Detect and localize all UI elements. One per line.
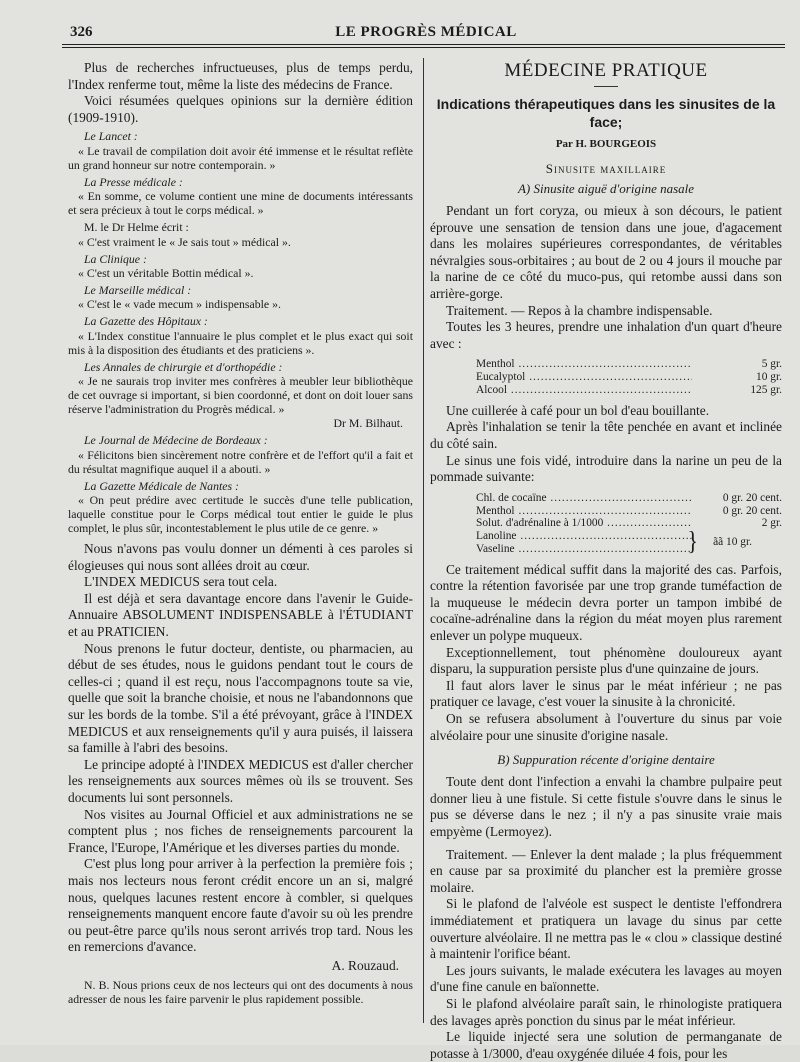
- right-column: [430, 60, 782, 1062]
- body-paragraph: Le principe adopté à l'INDEX MEDICUS est d'aller chercher les renseignements aux sources mêmes où ils se trouvent. Ses documents lui sont personnels.: [68, 756, 413, 805]
- quote-source: M. le Dr Helme écrit :: [84, 220, 189, 235]
- page-number: 326: [70, 24, 93, 40]
- formula-row: Chl. de cocaïne ..... 0 gr. 20 cent.: [476, 492, 782, 505]
- section-rule: [594, 86, 618, 87]
- body-paragraph: Le liquide injecté sera une solution de permanganate de potasse à 1/3000, d'eau oxygénée diluée 4 fois, pour les: [430, 1029, 782, 1061]
- quote-text: « En somme, ce volume contient une mine de documents intéressants et sera précieux à tout le corps médical. »: [68, 189, 413, 218]
- page-header: [62, 22, 790, 44]
- quote-text: « C'est un véritable Bottin médical ».: [78, 266, 254, 280]
- quote-source: Le Lancet :: [84, 129, 138, 144]
- body-paragraph: Traitement. — Repos à la chambre indispensable.: [446, 302, 713, 318]
- quote-source: Le Marseille médical :: [84, 283, 192, 297]
- section-subheading: Sinusite maxillaire: [545, 161, 667, 176]
- prescription-formula: [476, 358, 782, 396]
- quote-source: Les Annales de chirurgie et d'orthopédie :: [84, 359, 283, 374]
- subsection-title: A) Sinusite aiguë d'origine nasale: [517, 181, 695, 196]
- formula-row: Menthol ..... 5 gr.: [476, 358, 782, 371]
- quote-source: Le Journal de Médecine de Bordeaux :: [84, 433, 268, 448]
- formula-dose: ãã 10 gr.: [713, 536, 752, 549]
- body-paragraph: L'INDEX MEDICUS sera tout cela.: [84, 574, 278, 590]
- quote-source: La Presse médicale :: [84, 174, 183, 189]
- quote-text: « C'est le « vade mecum » indispensable ».: [78, 297, 281, 312]
- formula-row: Solut. d'adrénaline à 1/1000 ..... 2 gr.: [476, 517, 782, 530]
- quote-text: « Je ne saurais trop inviter mes confrères à meubler leur bibliothèque de cet ouvrage si important, si bien coordonné, et dont on doit louer sans réserve l'administration du Progrès médical. »: [68, 374, 413, 417]
- left-column: [68, 60, 413, 1006]
- body-paragraph: Les jours suivants, le malade exécutera les lavages au moyen d'une fine canule en baïonnette.: [430, 962, 782, 995]
- subsection-title: B) Suppuration récente d'origine dentaire: [497, 752, 715, 768]
- quote-text: « L'Index constitue l'annuaire le plus complet et le plus exact qui soit mis à la disposition des étudiants et des praticiens ».: [68, 328, 413, 357]
- quote-text: « On peut prédire avec certitude le succès d'une telle publication, laquelle constitue pour le Corps médical tout entier le guide le plus complet, le plus sûr, incontestablement le plus utile de ce genre. »: [68, 493, 413, 536]
- header-rule: [62, 44, 785, 48]
- quote-text: « Le travail de compilation doit avoir été immense et le résultat reflète un grand honneur sur notre contemporain. »: [68, 143, 413, 172]
- body-paragraph: Le sinus une fois vidé, introduire dans la narine un peu de la pommade suivante:: [430, 452, 782, 485]
- formula-row: Eucalyptol ..... 10 gr.: [476, 371, 782, 384]
- body-paragraph: Si le plafond de l'alvéole est suspect le dentiste l'effondrera immédiatement et pratiquera un lavage du sinus par cette ouverture alvéolaire. Il ne mettra pas le « clou » classique destiné à maintenir l'orifice béant.: [430, 896, 782, 962]
- article-title: Indications thérapeutiques dans les sinusites de la face;: [436, 96, 776, 130]
- formula-row: Menthol ..... 0 gr. 20 cent.: [476, 505, 782, 518]
- body-paragraph: C'est plus long pour arriver à la perfection la première fois ; mais nos lecteurs nous feront crédit encore un an si, malgré nous, quelques lacunes restent encore à combler, si quelques renseignements manquent encore faute d'avoir su où les prendre ou peut-être parce qu'ils nous seront arrivés trop tard. Nous les en remercions d'avance.: [68, 856, 413, 955]
- formula-row: Vaseline .....: [476, 543, 782, 556]
- body-paragraph: Pendant un fort coryza, ou mieux à son décours, le patient éprouve une sensation de tension dans une joue, d'agacement dans les molaires supérieures correspondantes, de véritables névralgies sous-orbitaires ; au bout de 2 ou 4 jours il mouche par la narine de ce côté du muco-pus, qui retombe aussi dans son arrière-gorge.: [430, 203, 782, 301]
- body-paragraph: Toutes les 3 heures, prendre une inhalation d'un quart d'heure avec :: [430, 319, 782, 351]
- journal-title: LE PROGRÈS MÉDICAL: [335, 24, 517, 40]
- body-paragraph: Traitement. — Enlever la dent malade ; la plus fréquemment en cause par sa proximité du plancher est la première grosse molaire.: [430, 846, 782, 895]
- editor-note: N. B. Nous prions ceux de nos lecteurs qui ont des documents à nous adresser de nous les faire parvenir le plus rapidement possible.: [68, 977, 413, 1006]
- section-title: MÉDECINE PRATIQUE: [504, 60, 708, 81]
- quote-source: La Gazette Médicale de Nantes :: [84, 478, 239, 493]
- body-paragraph: On se refusera absolument à l'ouverture du sinus par voie alvéolaire pour une sinusite d'origine nasale.: [430, 711, 782, 743]
- body-paragraph: Nos visites au Journal Officiel et aux administrations ne se comptent plus ; nos fiches de renseignements parcourent la France, l'Europe, l'Amérique et les diverses parties du monde.: [68, 806, 413, 855]
- body-paragraph: Nous n'avons pas voulu donner un démenti à ces paroles si élogieuses qui nous sont allées droit au cœur.: [68, 541, 413, 573]
- formula-row: Alcool ..... 125 gr.: [476, 384, 782, 397]
- body-paragraph: Si le plafond alvéolaire paraît sain, le rhinologiste pratiquera des lavages après ponction du sinus par le méat inférieur.: [430, 995, 782, 1028]
- article-byline: Par H. BOURGEOIS: [555, 138, 657, 150]
- column-divider: [423, 58, 424, 1023]
- brace-icon: }: [687, 525, 698, 556]
- body-paragraph: Toute dent dont l'infection a envahi la chambre pulpaire peut donner lieu à une fistule. Si cette fistule s'ouvre dans le sinus le pus se déverse dans le nez ; il n'y a pas sinusite vraie mais empyème (Lermoyez).: [430, 774, 782, 839]
- quote-source: La Gazette des Hôpitaux :: [84, 314, 208, 329]
- quote-source: La Clinique :: [84, 251, 147, 266]
- quote-text: « Félicitons bien sincèrement notre confrère et de l'effort qu'il a fait et du résultat magnifique auquel il a abouti. »: [68, 447, 413, 476]
- body-paragraph: Exceptionnellement, tout phénomène douloureux ayant disparu, la suppuration persiste plus d'une quinzaine de jours.: [430, 644, 782, 677]
- body-paragraph: Ce traitement médical suffit dans la majorité des cas. Parfois, contre la rétention favorisée par une trop grande tuméfaction de la muqueuse le médecin devra porter un tampon imbibé de cocaïne-adrénaline dans la région du méat moyen plus rarement enlever un polype muqueux.: [430, 561, 782, 644]
- intro-paragraph: Voici résumées quelques opinions sur la dernière édition (1909-1910).: [68, 93, 413, 125]
- formula-row: Lanoline .....: [476, 530, 782, 543]
- formula-brace-group: [476, 525, 782, 556]
- body-paragraph: Après l'inhalation se tenir la tête penchée en avant et inclinée du côté sain.: [430, 419, 782, 451]
- body-paragraph: Nous prenons le futur docteur, dentiste, ou pharmacien, au début de ses études, nous le guidons pendant tout le cours de celles-ci ; quand il est reçu, nous l'accompagnons toute sa vie, quelle que soit la branche choisie, et nous ne l'abandonnons que sur les bords de la tombe. S'il a été prévoyant, grâce à l'INDEX MEDICUS et aux renseignements qu'il y aura puisés, il laissera sa famille à l'abri des besoins.: [68, 640, 413, 756]
- quote-text: « C'est vraiment le « Je sais tout » médical ».: [78, 234, 291, 249]
- author-signature: A. Rouzaud.: [331, 957, 399, 973]
- body-paragraph: Il faut alors laver le sinus par le méat inférieur ; ne pas pratiquer ce lavage, c'est vouer la sinusite à la chronicité.: [430, 677, 782, 710]
- body-paragraph: Une cuillerée à café pour un bol d'eau bouillante.: [446, 402, 710, 418]
- body-paragraph: Il est déjà et sera davantage encore dans l'avenir le Guide-Annuaire ABSOLUMENT INDISPENSABLE à l'ÉTUDIANT et au PRATICIEN.: [68, 590, 413, 639]
- quote-signature: Dr M. Bilhaut.: [333, 416, 403, 431]
- prescription-formula: [476, 492, 782, 556]
- intro-paragraph: Plus de recherches infructueuses, plus de temps perdu, l'Index renferme tout, même la liste des médecins de France.: [68, 60, 413, 92]
